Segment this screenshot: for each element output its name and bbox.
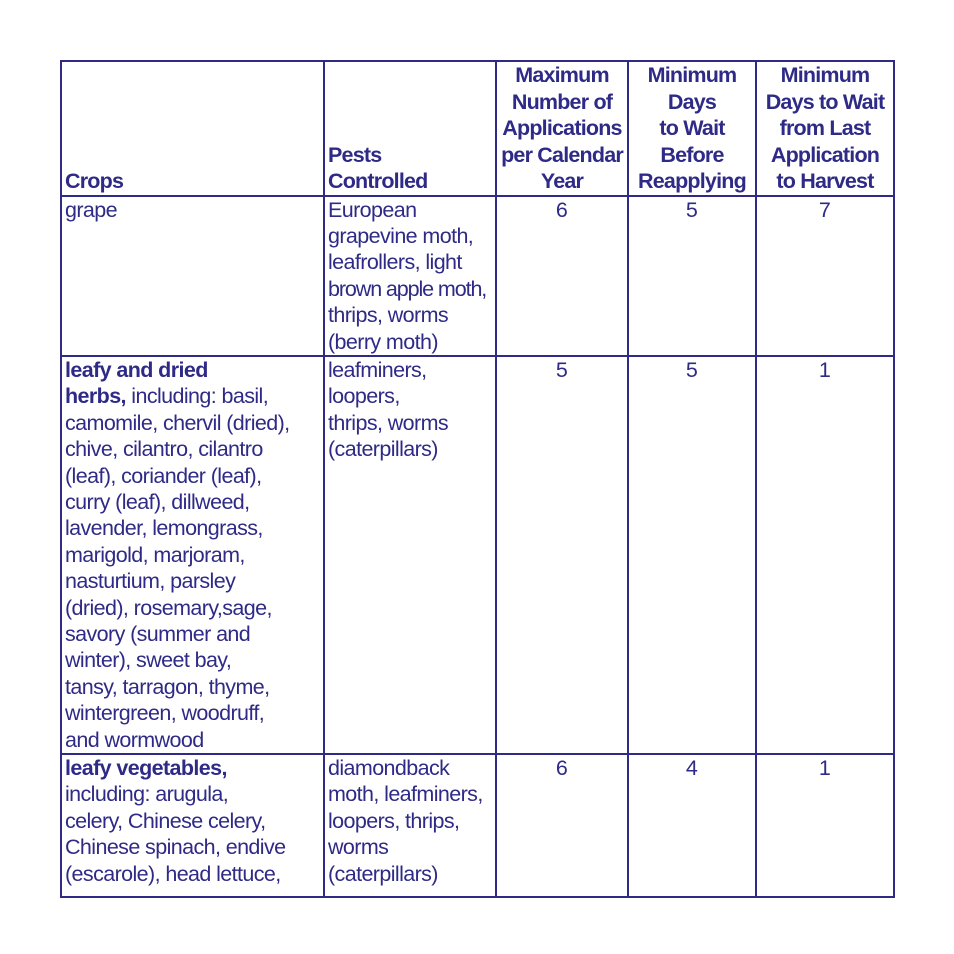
min-days-harvest-cell: 7 <box>756 196 894 356</box>
table-row-leafy-vegetables <box>61 754 894 897</box>
min-days-harvest-cell: 1 <box>756 754 894 897</box>
crop-line: winter), sweet bay, <box>65 648 232 673</box>
header-line: Applications <box>502 116 622 140</box>
crop-bold-line: leafy and dried <box>65 357 208 382</box>
header-row <box>61 61 894 196</box>
crop-line: Chinese spinach, endive <box>65 835 286 860</box>
crop-line: (escarole), head lettuce, <box>65 861 281 886</box>
crop-line: (dried), rosemary,sage, <box>65 595 272 620</box>
crop-line: including: basil, <box>125 384 269 409</box>
max-applications-cell: 5 <box>496 356 628 754</box>
table-row-grape <box>61 196 894 356</box>
crop-line: and wormwood <box>65 727 204 752</box>
crop-bold-line: leafy vegetables, <box>65 756 227 781</box>
crop-line: chive, cilantro, cilantro <box>65 437 263 462</box>
min-days-reapply-cell: 4 <box>628 754 756 897</box>
header-line: Reapplying <box>638 169 746 193</box>
crop-line: camomile, chervil (dried), <box>65 410 290 435</box>
pest-line: (berry moth) <box>328 329 438 354</box>
pests-cell <box>324 754 496 897</box>
header-line: to Harvest <box>776 169 874 193</box>
header-line: Application <box>770 142 880 167</box>
crop-line: lavender, lemongrass, <box>65 516 263 541</box>
max-applications-cell: 6 <box>496 754 628 897</box>
header-pests-line: Controlled <box>328 169 428 193</box>
table-row-herbs <box>61 356 894 754</box>
header-min-days-reapply <box>628 61 756 196</box>
crop-line: savory (summer and <box>65 622 251 646</box>
header-line: Days <box>667 89 717 114</box>
header-line: Minimum <box>780 63 870 87</box>
pests-cell <box>324 196 496 356</box>
crop-line: grape <box>65 197 117 222</box>
crop-cell <box>61 754 324 897</box>
min-days-reapply-cell: 5 <box>628 356 756 754</box>
crop-line: marigold, marjoram, <box>65 542 245 567</box>
pest-line: loopers, thrips, <box>328 808 460 833</box>
crop-cell <box>61 196 324 356</box>
min-days-harvest-cell: 1 <box>756 356 894 754</box>
min-days-reapply-cell: 5 <box>628 196 756 356</box>
pest-line: brown apple moth, <box>328 276 487 301</box>
header-line: Minimum <box>647 63 737 87</box>
pest-line: leafminers, <box>328 357 427 382</box>
header-line: Year <box>540 169 584 193</box>
pest-line: (caterpillars) <box>328 437 438 462</box>
crop-line: celery, Chinese celery, <box>65 808 266 833</box>
crop-line: curry (leaf), dillweed, <box>65 489 250 514</box>
header-crops: Crops <box>61 61 324 196</box>
pest-line: (caterpillars) <box>328 861 438 886</box>
pest-line: moth, leafminers, <box>328 782 483 807</box>
crop-line: tansy, tarragon, thyme, <box>65 674 270 699</box>
pesticide-label-table <box>60 60 895 898</box>
pest-line: worms <box>328 835 389 860</box>
header-max-applications <box>496 61 628 196</box>
crop-line: wintergreen, woodruff, <box>65 701 265 726</box>
header-line: Maximum <box>515 63 609 87</box>
pest-line: grapevine moth, <box>328 223 474 248</box>
crop-line: including: arugula, <box>65 782 229 807</box>
header-line: from Last <box>779 116 871 140</box>
pests-cell <box>324 356 496 754</box>
max-applications-cell: 6 <box>496 196 628 356</box>
crop-cell <box>61 356 324 754</box>
header-line: to Wait <box>659 116 725 140</box>
header-line: Number of <box>511 89 613 114</box>
header-pests-controlled <box>324 61 496 196</box>
pest-line: thrips, worms <box>328 303 449 328</box>
header-pests-line: Pests <box>328 142 382 167</box>
header-line: Days to Wait <box>765 89 885 114</box>
pest-line: thrips, worms <box>328 410 449 435</box>
header-line: per Calendar <box>501 142 623 167</box>
pest-line: loopers, <box>328 384 400 409</box>
crop-bold-line: herbs, <box>65 384 126 409</box>
crop-line: (leaf), coriander (leaf), <box>65 463 262 488</box>
header-min-days-harvest <box>756 61 894 196</box>
crop-line: nasturtium, parsley <box>65 569 236 594</box>
pest-line: diamondback <box>328 756 450 781</box>
header-line: Before <box>660 142 724 167</box>
pest-line: leafrollers, light <box>328 250 462 275</box>
pest-line: European <box>328 197 417 222</box>
